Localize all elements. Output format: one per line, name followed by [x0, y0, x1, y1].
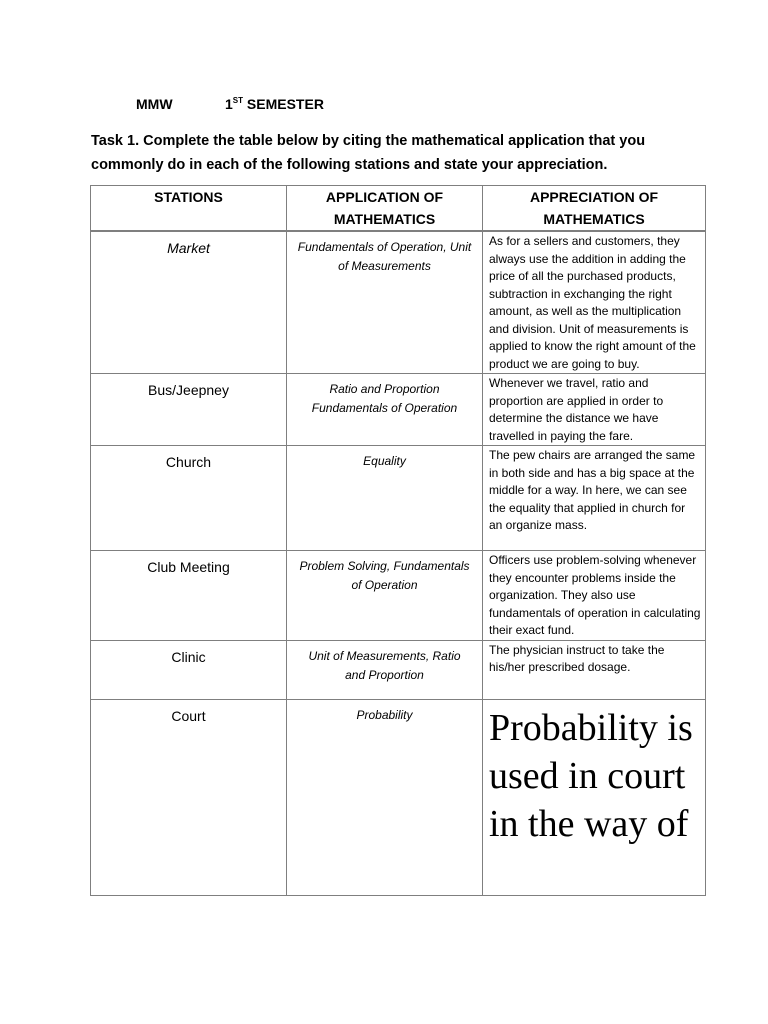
appreciation-cell: Officers use problem-solving whenever they encounter problems inside the organization. They also use fundamentals of operation in calculating their exact fund. [483, 551, 706, 641]
station-cell: Bus/Jeepney [91, 374, 287, 446]
appreciation-cell: The pew chairs are arranged the same in both side and has a big space at the middle for a way. In here, we can see the equality that applied in church for an organize mass. [483, 446, 706, 551]
column-header-stations: STATIONS [91, 186, 287, 232]
table-row-bus-jeepney [91, 374, 706, 446]
semester-number: 1 [225, 96, 233, 112]
column-header-appreciation: APPRECIATION OF MATHEMATICS [483, 186, 706, 232]
application-cell: Probability [287, 699, 483, 895]
table-row-church [91, 446, 706, 551]
application-cell: Unit of Measurements, Ratio and Proportion [287, 640, 483, 699]
application-cell: Equality [287, 446, 483, 551]
station-cell: Club Meeting [91, 551, 287, 641]
appreciation-cell: Probability is used in court in the way of [483, 699, 706, 895]
semester-suffix: ST [232, 96, 244, 105]
table-row-club-meeting [91, 551, 706, 641]
semester-word: SEMESTER [246, 96, 324, 112]
table-header-row [91, 186, 706, 232]
document-header [136, 96, 324, 112]
station-cell: Clinic [91, 640, 287, 699]
appreciation-cell: The physician instruct to take the his/her prescribed dosage. [483, 640, 706, 699]
application-cell: Fundamentals of Operation, Unit of Measurements [287, 231, 483, 374]
station-cell: Court [91, 699, 287, 895]
course-code: MMW [136, 96, 173, 112]
table-row-clinic [91, 640, 706, 699]
stations-table [90, 185, 706, 896]
application-cell: Ratio and Proportion Fundamentals of Operation [287, 374, 483, 446]
table-row-market [91, 231, 706, 374]
column-header-application: APPLICATION OF MATHEMATICS [287, 186, 483, 232]
appreciation-cell: Whenever we travel, ratio and proportion are applied in order to determine the distance we have travelled in paying the fare. [483, 374, 706, 446]
station-cell: Church [91, 446, 287, 551]
station-cell: Market [91, 231, 287, 374]
task-instruction: Task 1. Complete the table below by citing the mathematical application that you commonly do in each of the following stations and state your appreciation. [91, 133, 646, 173]
table-row-court [91, 699, 706, 895]
appreciation-cell: As for a sellers and customers, they always use the addition in adding the price of all the purchased products, subtraction in exchanging the right amount, as well as the multiplication and division. Unit of measurements is applied to know the right amount of the product we are going to buy. [483, 231, 706, 374]
application-cell: Problem Solving, Fundamentals of Operation [287, 551, 483, 641]
